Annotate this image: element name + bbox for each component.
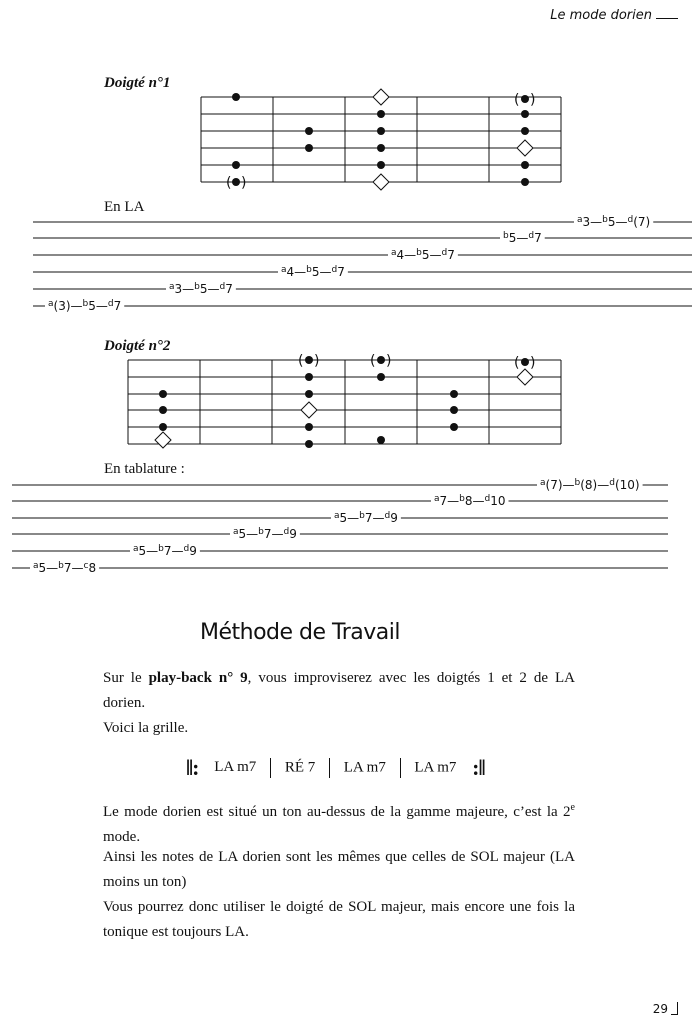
fretboard-2-root-diamonds — [155, 369, 533, 448]
finger-dot — [377, 127, 385, 135]
fret-number: 7 — [225, 282, 233, 296]
fret-number: 5 — [199, 282, 208, 296]
fret-number: 7 — [447, 248, 455, 262]
mode-text: Le mode dorien est situé un ton au-dessus de la gamme majeure, c’est la 2 — [103, 804, 571, 820]
tab-note-group: $^b$5—$^d$7 — [503, 231, 542, 245]
finger-letter: a — [334, 511, 340, 521]
finger-letter: a — [540, 478, 546, 488]
paren-close: ) — [241, 175, 247, 191]
superscript: e — [570, 802, 575, 813]
paren-open: ( — [514, 92, 520, 108]
finger-dot — [377, 373, 385, 381]
fret-number: 7 — [439, 494, 448, 508]
finger-letter: d — [528, 231, 535, 241]
fretboard-1-dots — [232, 93, 529, 186]
page-number — [653, 1002, 678, 1016]
root-diamond — [373, 89, 389, 105]
fret-number: 7 — [63, 561, 72, 575]
finger-dot — [305, 144, 313, 152]
finger-dot — [377, 356, 385, 364]
tab-note-group: $^a$7—$^b$8—$^d$10 — [434, 494, 506, 508]
finger-dot — [377, 436, 385, 444]
root-diamond — [373, 174, 389, 190]
finger-dot — [377, 161, 385, 169]
finger-letter: b — [306, 265, 312, 275]
finger-letter: b — [158, 544, 164, 554]
finger-dot — [232, 178, 240, 186]
chord: LA m7 — [214, 759, 257, 776]
fret-number: 7 — [263, 527, 272, 541]
finger-letter: a — [391, 248, 397, 258]
paragraph-grid-intro: Voici la grille. — [103, 720, 189, 736]
fretboard-2 — [128, 360, 561, 444]
tab-note-group: $^a$3—$^b$5—$^d$(7) — [577, 215, 651, 229]
fingering-1-label: Doigté n°1 — [104, 75, 171, 91]
fret-number: (10) — [614, 478, 640, 492]
paren-open: ( — [298, 353, 304, 369]
repeat-end-sign: :‖ — [472, 755, 485, 780]
paren-close: ) — [530, 355, 536, 371]
fret-number: 5 — [508, 231, 517, 245]
section-title: Méthode de Travail — [200, 620, 400, 645]
finger-dot — [232, 161, 240, 169]
page-corner-mark — [671, 1002, 678, 1015]
tab-note-group: $^a$4—$^b$5—$^d$7 — [391, 248, 455, 262]
paren-close: ) — [386, 353, 392, 369]
tablature-2-label: En tablature : — [104, 461, 185, 477]
finger-letter: d — [441, 248, 448, 258]
fret-number: 5 — [339, 511, 348, 525]
tab-note-group: $^a$5—$^b$7—$^c$8 — [33, 561, 97, 575]
bar-line — [329, 758, 330, 778]
finger-dot — [521, 110, 529, 118]
fret-number: 5 — [238, 527, 247, 541]
chord: LA m7 — [343, 759, 386, 776]
fret-number: 5 — [38, 561, 47, 575]
paragraph-intro — [103, 666, 575, 716]
fret-number: 5 — [607, 215, 616, 229]
fret-number: 8 — [464, 494, 473, 508]
tab-note-group: $^a$(3)—$^b$5—$^d$7 — [48, 299, 122, 313]
root-diamond — [155, 432, 171, 448]
finger-dot — [159, 390, 167, 398]
fret-number: 9 — [189, 544, 197, 558]
finger-letter: b — [82, 299, 89, 309]
chord-grid — [186, 755, 485, 781]
fret-number: 4 — [286, 265, 295, 279]
fretboard-1-root-diamonds — [373, 89, 536, 190]
intro-text-start: Sur le — [103, 670, 149, 686]
fret-number: 7 — [364, 511, 373, 525]
paren-close: ) — [314, 353, 320, 369]
finger-letter: a — [33, 561, 39, 571]
fret-number: 9 — [390, 511, 398, 525]
root-diamond — [517, 140, 533, 156]
fret-number: 5 — [88, 299, 96, 313]
fret-number: 5 — [421, 248, 430, 262]
finger-dot — [521, 161, 529, 169]
finger-dot — [521, 95, 529, 103]
finger-letter: d — [384, 511, 391, 521]
finger-dot — [305, 390, 313, 398]
paragraph-notes: Ainsi les notes de LA dorien sont les mêmes que celles de SOL majeur (LA moins un ton) — [103, 849, 575, 890]
finger-letter: d — [183, 544, 190, 554]
mode-text-end: mode. — [103, 829, 141, 845]
fret-number: 9 — [289, 527, 297, 541]
finger-letter: a — [48, 299, 54, 309]
fingering-2-label: Doigté n°2 — [104, 338, 171, 354]
finger-letter: a — [169, 282, 175, 292]
paren-close: ) — [530, 92, 536, 108]
paren-open: ( — [370, 353, 376, 369]
fret-number: 4 — [396, 248, 405, 262]
repeat-start-sign: ‖: — [186, 755, 199, 780]
finger-letter: b — [258, 527, 264, 537]
tab-note-group: $^a$3—$^b$5—$^d$7 — [169, 282, 233, 296]
bar-line — [270, 758, 271, 778]
finger-letter: a — [233, 527, 239, 537]
paragraph-fingering: Vous pourrez donc utiliser le doigté de SOL majeur, mais encore une fois la tonique est toujours LA. — [103, 899, 575, 940]
finger-dot — [450, 423, 458, 431]
finger-letter: d — [283, 527, 290, 537]
fret-number: 7 — [534, 231, 542, 245]
fret-number: 7 — [163, 544, 172, 558]
finger-dot — [305, 423, 313, 431]
finger-dot — [521, 178, 529, 186]
finger-letter: d — [484, 494, 491, 504]
tab-note-group: $^a$5—$^b$7—$^d$9 — [233, 527, 297, 541]
finger-dot — [450, 390, 458, 398]
finger-dot — [232, 93, 240, 101]
paragraph-mode — [103, 795, 575, 850]
finger-letter: d — [609, 478, 615, 488]
finger-dot — [521, 127, 529, 135]
finger-letter: b — [416, 248, 422, 258]
finger-dot — [305, 440, 313, 448]
finger-letter: c — [83, 561, 89, 571]
chord: LA m7 — [414, 759, 457, 776]
tablature-1 — [33, 215, 692, 313]
finger-dot — [377, 144, 385, 152]
fretboard-1 — [201, 97, 561, 182]
page-number-value: 29 — [652, 1002, 668, 1016]
finger-dot — [377, 110, 385, 118]
fret-number: 3 — [582, 215, 591, 229]
finger-letter: b — [194, 282, 200, 292]
fret-number: 5 — [138, 544, 147, 558]
tab-note-group: $^a$4—$^b$5—$^d$7 — [281, 265, 345, 279]
fret-number: 7 — [113, 299, 122, 313]
finger-letter: a — [434, 494, 440, 504]
finger-letter: d — [331, 265, 338, 275]
finger-letter: d — [107, 299, 114, 309]
fret-number: (8) — [580, 478, 598, 492]
finger-dot — [305, 127, 313, 135]
fret-number: 5 — [311, 265, 320, 279]
finger-letter: d — [627, 215, 634, 225]
finger-dot — [450, 406, 458, 414]
fret-number: 10 — [490, 494, 506, 508]
finger-letter: b — [58, 561, 64, 571]
fretboard-2-dots — [159, 356, 529, 448]
tablature-2 — [12, 478, 668, 575]
finger-letter: b — [503, 231, 509, 241]
root-diamond — [301, 402, 317, 418]
tablature-1-label: En LA — [104, 199, 145, 215]
finger-dot — [305, 356, 313, 364]
intro-text-end: , vous improviserez avec les doigtés 1 et 2 de LA dorien. — [103, 670, 575, 711]
finger-letter: b — [602, 215, 608, 225]
tab-note-group: $^a$(7)—$^b$(8)—$^d$(10) — [540, 478, 640, 492]
fret-number: (7) — [633, 215, 651, 229]
finger-letter: a — [577, 215, 583, 225]
fret-number: 3 — [174, 282, 183, 296]
tab-note-group: $^a$5—$^b$7—$^d$9 — [334, 511, 398, 525]
paren-open: ( — [514, 355, 520, 371]
finger-letter: d — [219, 282, 226, 292]
bar-line — [400, 758, 401, 778]
fret-number: (7) — [545, 478, 563, 492]
finger-dot — [305, 373, 313, 381]
paren-open: ( — [226, 175, 232, 191]
finger-letter: b — [459, 494, 465, 504]
fret-number: 8 — [88, 561, 97, 575]
fret-number: (3) — [53, 299, 71, 313]
chord: RÉ 7 — [284, 759, 316, 776]
finger-letter: a — [133, 544, 139, 554]
finger-letter: b — [574, 478, 581, 488]
playback-reference: play-back n° 9 — [148, 670, 248, 686]
fret-number: 7 — [337, 265, 345, 279]
root-diamond — [517, 369, 533, 385]
finger-dot — [159, 406, 167, 414]
finger-dot — [159, 423, 167, 431]
header-title: Le mode dorien — [550, 8, 652, 23]
finger-letter: a — [281, 265, 287, 275]
finger-letter: b — [359, 511, 365, 521]
finger-dot — [521, 358, 529, 366]
tab-note-group: $^a$5—$^b$7—$^d$9 — [133, 544, 197, 558]
